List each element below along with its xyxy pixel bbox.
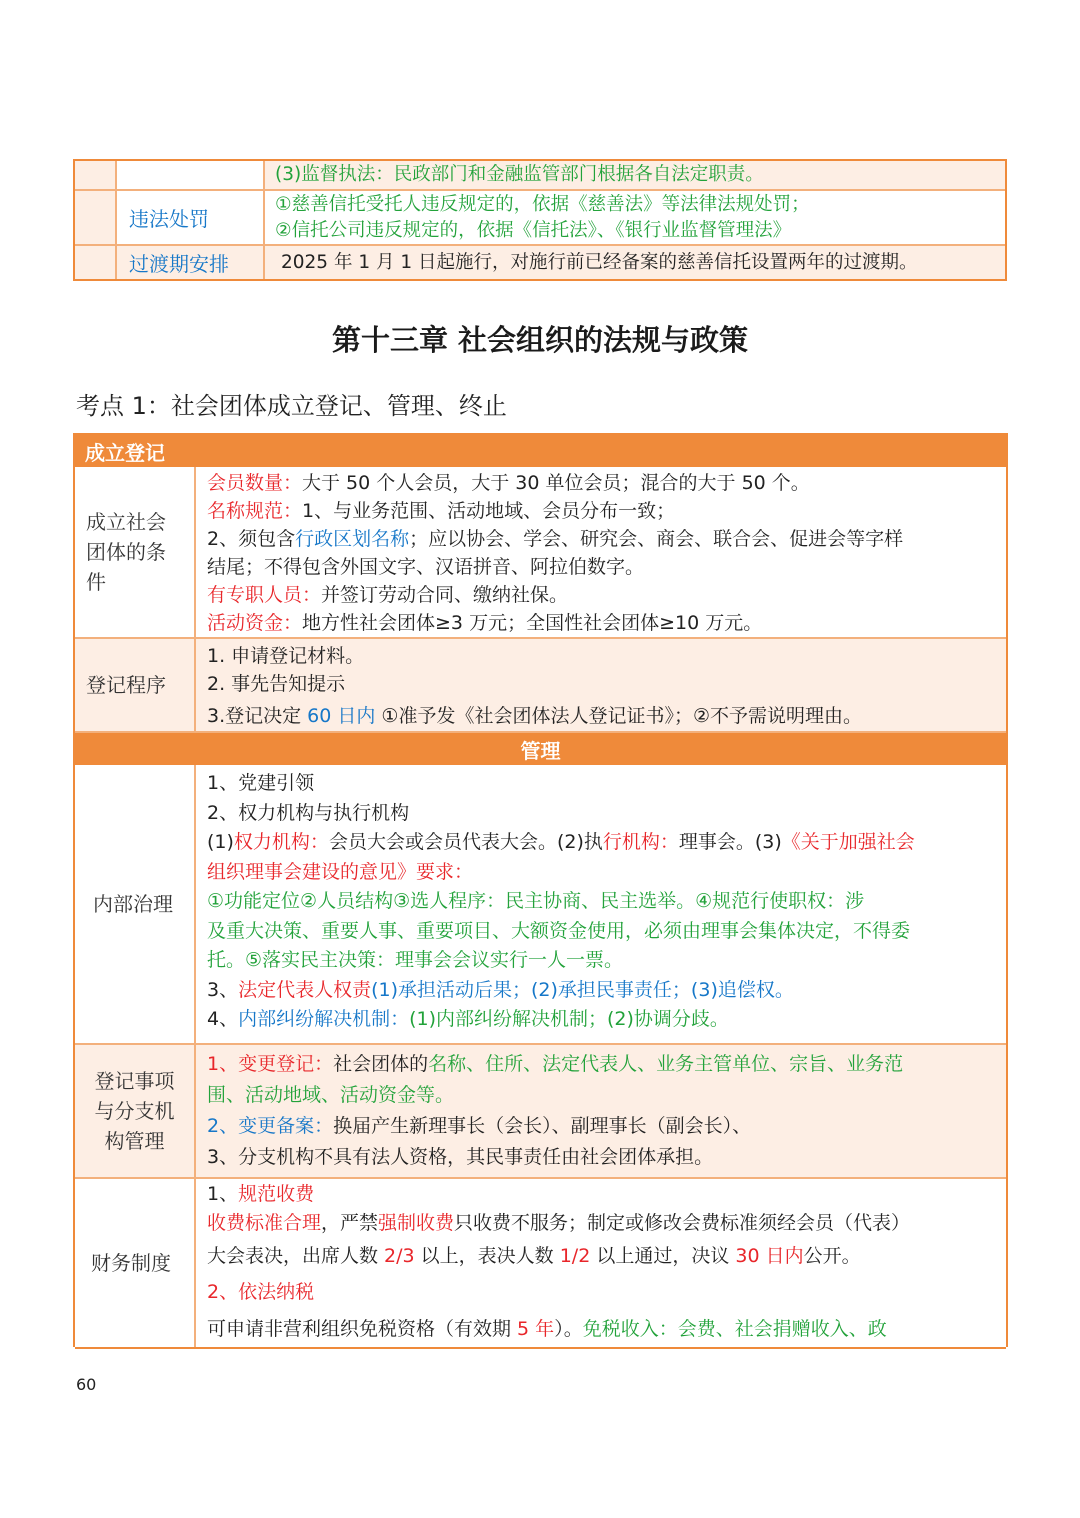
governance-row	[75, 765, 1006, 1045]
registration-items-label: 登记事项 与分支机 构管理	[75, 1045, 196, 1177]
conditions-label: 成立社会 团体的条 件	[75, 467, 196, 637]
top-table	[73, 159, 1007, 281]
governance-content: 1、党建引领 2、权力机构与执行机构 (1)权力机构：会员大会或会员代表大会。(2)执行机构：理事会。(3)《关于加强社会 组织理事会建设的意见》要求： ①功能定位②人员结构③选人程序：民主协商、民主选举。④规范行使职权：涉 及重大决策、重要人事、重要项目、大额资金使用，必须由理事会集体决定，不得委 托。⑤落实民主决策：理事会会议实行一人一票。 3、法定代表人权责(1)承担活动后果；(2)承担民事责任；(3)追偿权。 4、内部纠纷解决机制：(1)内部纠纷解决机制；(2)协调分歧。	[207, 772, 915, 1030]
main-table	[73, 433, 1008, 1347]
penalty-label: 违法处罚	[117, 191, 265, 246]
conditions-row	[75, 467, 1006, 639]
top-table-empty-cell	[75, 161, 117, 191]
governance-label: 内部治理	[75, 765, 196, 1043]
conditions-content: 会员数量：大于 50 个人会员，大于 30 单位会员；混合的大于 50 个。 名称规范：1、与业务范围、活动地域、会员分布一致； 2、须包含行政区划名称；应以协会、学会、研究会、商会、联合会、促进会等字样 结尾；不得包含外国文字、汉语拼音、阿拉伯数字。 有专职人员：并签订劳动合同、缴纳社保。 活动资金：地方性社会团体≥3 万元；全国性社会团体≥10 万元。	[207, 472, 904, 634]
finance-label: 财务制度	[75, 1179, 196, 1347]
registration-items-content: 1、变更登记：社会团体的名称、住所、法定代表人、业务主管单位、宗旨、业务范 围、活动地域、活动资金等。 2、变更备案：换届产生新理事长（会长）、副理事长（副会长）、 3、分支机构不具有法人资格，其民事责任由社会团体承担。	[207, 1053, 904, 1168]
top-table-empty-cell	[75, 246, 117, 279]
procedure-row	[75, 639, 1006, 733]
page-number: 60	[76, 1375, 97, 1394]
supervision-text: (3)监督执法：民政部门和金融监管部门根据各自法定职责。	[265, 161, 1005, 191]
section-establish-header: 成立登记	[75, 435, 1006, 467]
finance-content: 1、规范收费 收费标准合理，严禁强制收费只收费不服务；制定或修改会费标准须经会员（代表） 大会表决，出席人数 2/3 以上，表决人数 1/2 以上通过，决议 30 日内公开。 2、依法纳税 可申请非营利组织免税资格（有效期 5 年）。免税收入：会费、社会捐赠收入、政	[207, 1183, 911, 1340]
top-table-empty-label	[117, 161, 265, 191]
top-table-empty-cell	[75, 191, 117, 246]
finance-row	[75, 1179, 1006, 1349]
topic-title: 考点 1：社会团体成立登记、管理、终止	[76, 392, 507, 420]
transition-label: 过渡期安排	[117, 246, 265, 279]
section-manage-header: 管理	[75, 733, 1006, 765]
procedure-label: 登记程序	[75, 639, 196, 731]
transition-text: 2025 年 1 月 1 日起施行，对施行前已经备案的慈善信托设置两年的过渡期。	[281, 251, 918, 273]
procedure-content: 1. 申请登记材料。 2. 事先告知提示 3.登记决定 60 日内 ①准予发《社会团体法人登记证书》；②不予需说明理由。	[207, 645, 862, 727]
registration-items-row	[75, 1045, 1006, 1179]
chapter-title: 第十三章 社会组织的法规与政策	[331, 323, 749, 357]
penalty-text: ①慈善信托受托人违反规定的，依据《慈善法》等法律法规处罚； ②信托公司违反规定的，依据《信托法》、《银行业监督管理法》	[265, 191, 1005, 246]
